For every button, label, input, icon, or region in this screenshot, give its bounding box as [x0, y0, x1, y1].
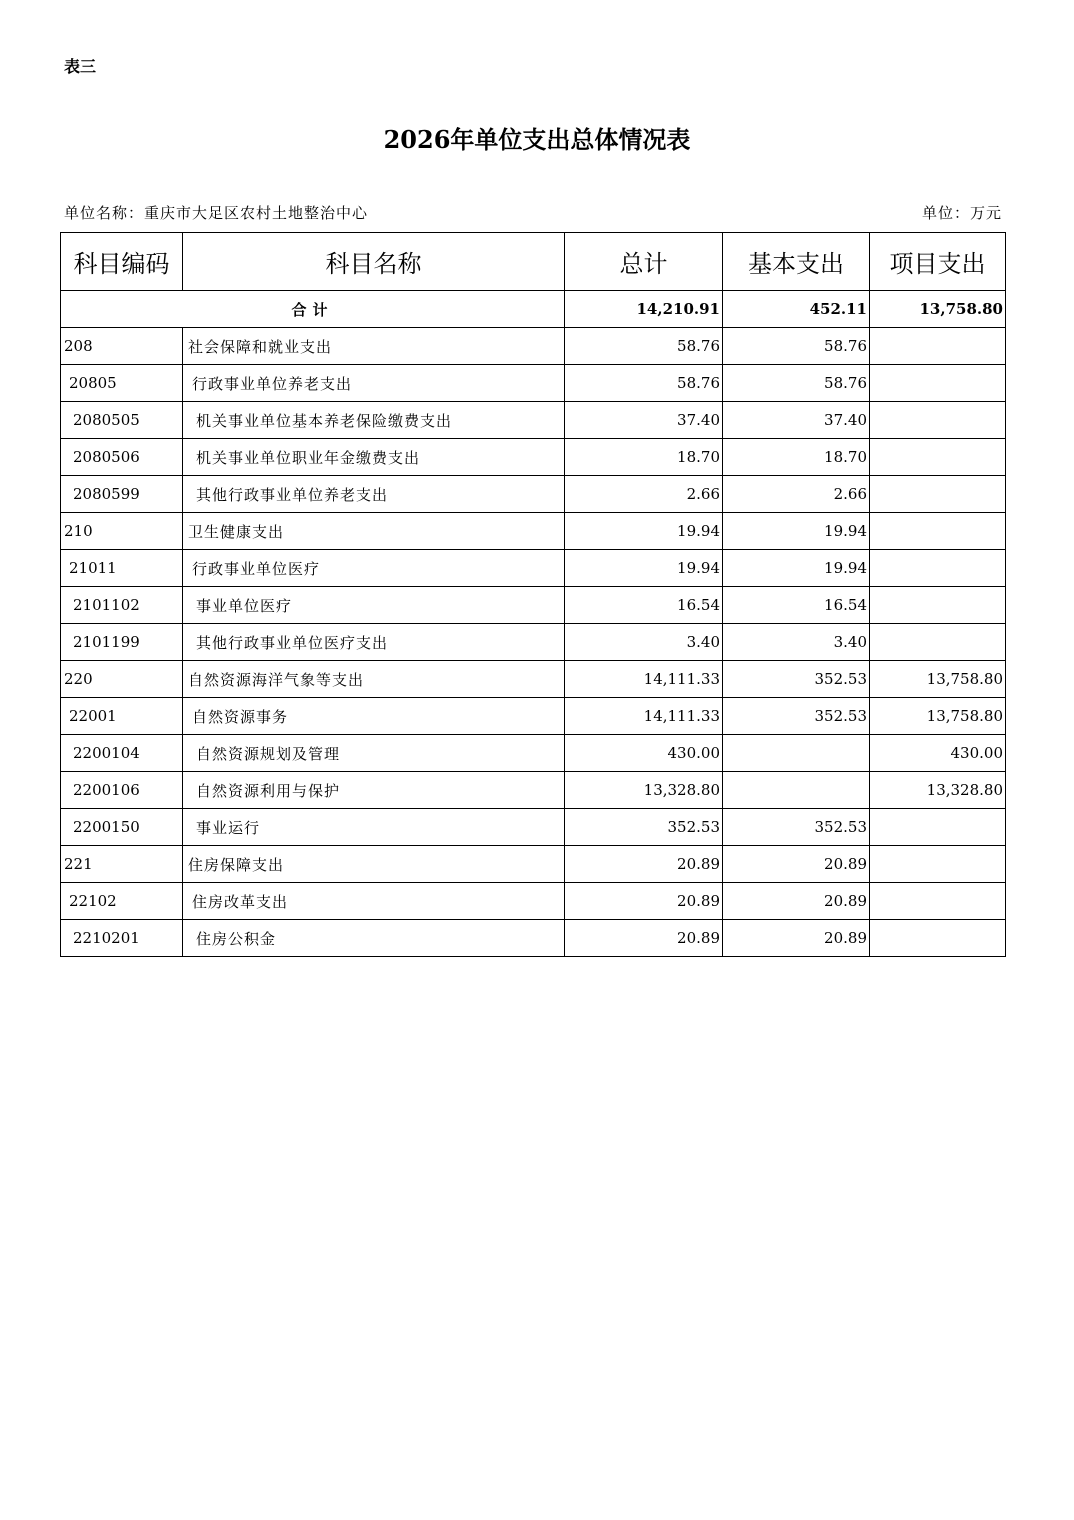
row-code: 208: [61, 328, 183, 365]
row-total: 20.89: [565, 883, 723, 920]
row-basic: 352.53: [723, 661, 870, 698]
page-title: 2026年单位支出总体情况表: [383, 125, 691, 154]
row-name: 自然资源海洋气象等支出: [183, 661, 565, 698]
header-name: 科目名称: [183, 233, 565, 291]
row-name: 事业单位医疗: [183, 587, 565, 624]
row-total: 20.89: [565, 920, 723, 957]
row-project: [870, 402, 1006, 439]
table-row: [61, 513, 1006, 550]
row-total: 3.40: [565, 624, 723, 661]
row-code: 22102: [61, 883, 183, 920]
row-name: 住房保障支出: [183, 846, 565, 883]
row-code: 220: [61, 661, 183, 698]
row-basic: 352.53: [723, 809, 870, 846]
row-total: 16.54: [565, 587, 723, 624]
row-code: 2210201: [61, 920, 183, 957]
row-basic: 19.94: [723, 550, 870, 587]
row-total: 37.40: [565, 402, 723, 439]
table-row: [61, 624, 1006, 661]
row-code: 210: [61, 513, 183, 550]
row-basic: 20.89: [723, 846, 870, 883]
row-basic: 16.54: [723, 587, 870, 624]
row-total: 352.53: [565, 809, 723, 846]
row-total: 58.76: [565, 328, 723, 365]
row-basic: [723, 735, 870, 772]
row-total: 18.70: [565, 439, 723, 476]
row-name: 行政事业单位医疗: [183, 550, 565, 587]
row-project: 13,758.80: [870, 698, 1006, 735]
row-code: 2080505: [61, 402, 183, 439]
row-name: 自然资源事务: [183, 698, 565, 735]
row-code: 2101102: [61, 587, 183, 624]
total-row: [61, 291, 1006, 328]
table-row: [61, 883, 1006, 920]
row-code: 2080506: [61, 439, 183, 476]
row-total: 430.00: [565, 735, 723, 772]
row-basic: 58.76: [723, 328, 870, 365]
total-basic: 452.11: [723, 291, 870, 328]
row-total: 14,111.33: [565, 661, 723, 698]
table-row: [61, 550, 1006, 587]
expenditure-table: [60, 232, 1006, 957]
row-basic: [723, 772, 870, 809]
row-basic: 37.40: [723, 402, 870, 439]
table-row: [61, 587, 1006, 624]
table-row: [61, 809, 1006, 846]
row-code: 2200150: [61, 809, 183, 846]
row-total: 58.76: [565, 365, 723, 402]
table-row: [61, 846, 1006, 883]
table-row: [61, 402, 1006, 439]
row-project: [870, 550, 1006, 587]
table-row: [61, 920, 1006, 957]
row-code: 221: [61, 846, 183, 883]
row-total: 19.94: [565, 513, 723, 550]
meta-row: [64, 202, 1002, 223]
row-code: 2080599: [61, 476, 183, 513]
row-total: 14,111.33: [565, 698, 723, 735]
unit-label: 单位：万元: [921, 204, 1002, 222]
row-basic: 19.94: [723, 513, 870, 550]
row-project: [870, 587, 1006, 624]
row-code: 2101199: [61, 624, 183, 661]
row-basic: 20.89: [723, 920, 870, 957]
row-name: 自然资源规划及管理: [183, 735, 565, 772]
row-project: [870, 809, 1006, 846]
row-basic: 352.53: [723, 698, 870, 735]
row-code: 20805: [61, 365, 183, 402]
row-name: 自然资源利用与保护: [183, 772, 565, 809]
row-name: 行政事业单位养老支出: [183, 365, 565, 402]
row-code: 2200104: [61, 735, 183, 772]
row-name: 事业运行: [183, 809, 565, 846]
table-row: [61, 439, 1006, 476]
row-name: 卫生健康支出: [183, 513, 565, 550]
row-project: [870, 846, 1006, 883]
row-project: 13,758.80: [870, 661, 1006, 698]
row-total: 20.89: [565, 846, 723, 883]
table-row: [61, 772, 1006, 809]
header-code: 科目编码: [61, 233, 183, 291]
table-row: [61, 698, 1006, 735]
header-total: 总计: [565, 233, 723, 291]
row-basic: 58.76: [723, 365, 870, 402]
row-basic: 20.89: [723, 883, 870, 920]
header-basic: 基本支出: [723, 233, 870, 291]
unit-name: 单位名称：重庆市大足区农村土地整治中心: [64, 204, 369, 222]
row-name: 社会保障和就业支出: [183, 328, 565, 365]
row-code: 22001: [61, 698, 183, 735]
row-project: [870, 883, 1006, 920]
table-row: [61, 476, 1006, 513]
row-total: 2.66: [565, 476, 723, 513]
table-row: [61, 365, 1006, 402]
row-name: 机关事业单位基本养老保险缴费支出: [183, 402, 565, 439]
row-code: 2200106: [61, 772, 183, 809]
row-project: [870, 624, 1006, 661]
header-row: [61, 233, 1006, 291]
row-basic: 18.70: [723, 439, 870, 476]
row-name: 住房改革支出: [183, 883, 565, 920]
row-project: [870, 476, 1006, 513]
row-total: 19.94: [565, 550, 723, 587]
table-row: [61, 328, 1006, 365]
row-basic: 3.40: [723, 624, 870, 661]
table-row: [61, 735, 1006, 772]
total-total: 14,210.91: [565, 291, 723, 328]
row-project: [870, 513, 1006, 550]
row-name: 其他行政事业单位医疗支出: [183, 624, 565, 661]
row-total: 13,328.80: [565, 772, 723, 809]
total-project: 13,758.80: [870, 291, 1006, 328]
total-label: 合计: [61, 291, 565, 328]
row-basic: 2.66: [723, 476, 870, 513]
row-project: [870, 328, 1006, 365]
row-name: 其他行政事业单位养老支出: [183, 476, 565, 513]
row-name: 住房公积金: [183, 920, 565, 957]
table-label: 表三: [64, 57, 97, 76]
row-code: 21011: [61, 550, 183, 587]
table-row: [61, 661, 1006, 698]
row-project: [870, 439, 1006, 476]
row-project: [870, 365, 1006, 402]
row-project: 430.00: [870, 735, 1006, 772]
row-project: [870, 920, 1006, 957]
header-project: 项目支出: [870, 233, 1006, 291]
row-project: 13,328.80: [870, 772, 1006, 809]
row-name: 机关事业单位职业年金缴费支出: [183, 439, 565, 476]
